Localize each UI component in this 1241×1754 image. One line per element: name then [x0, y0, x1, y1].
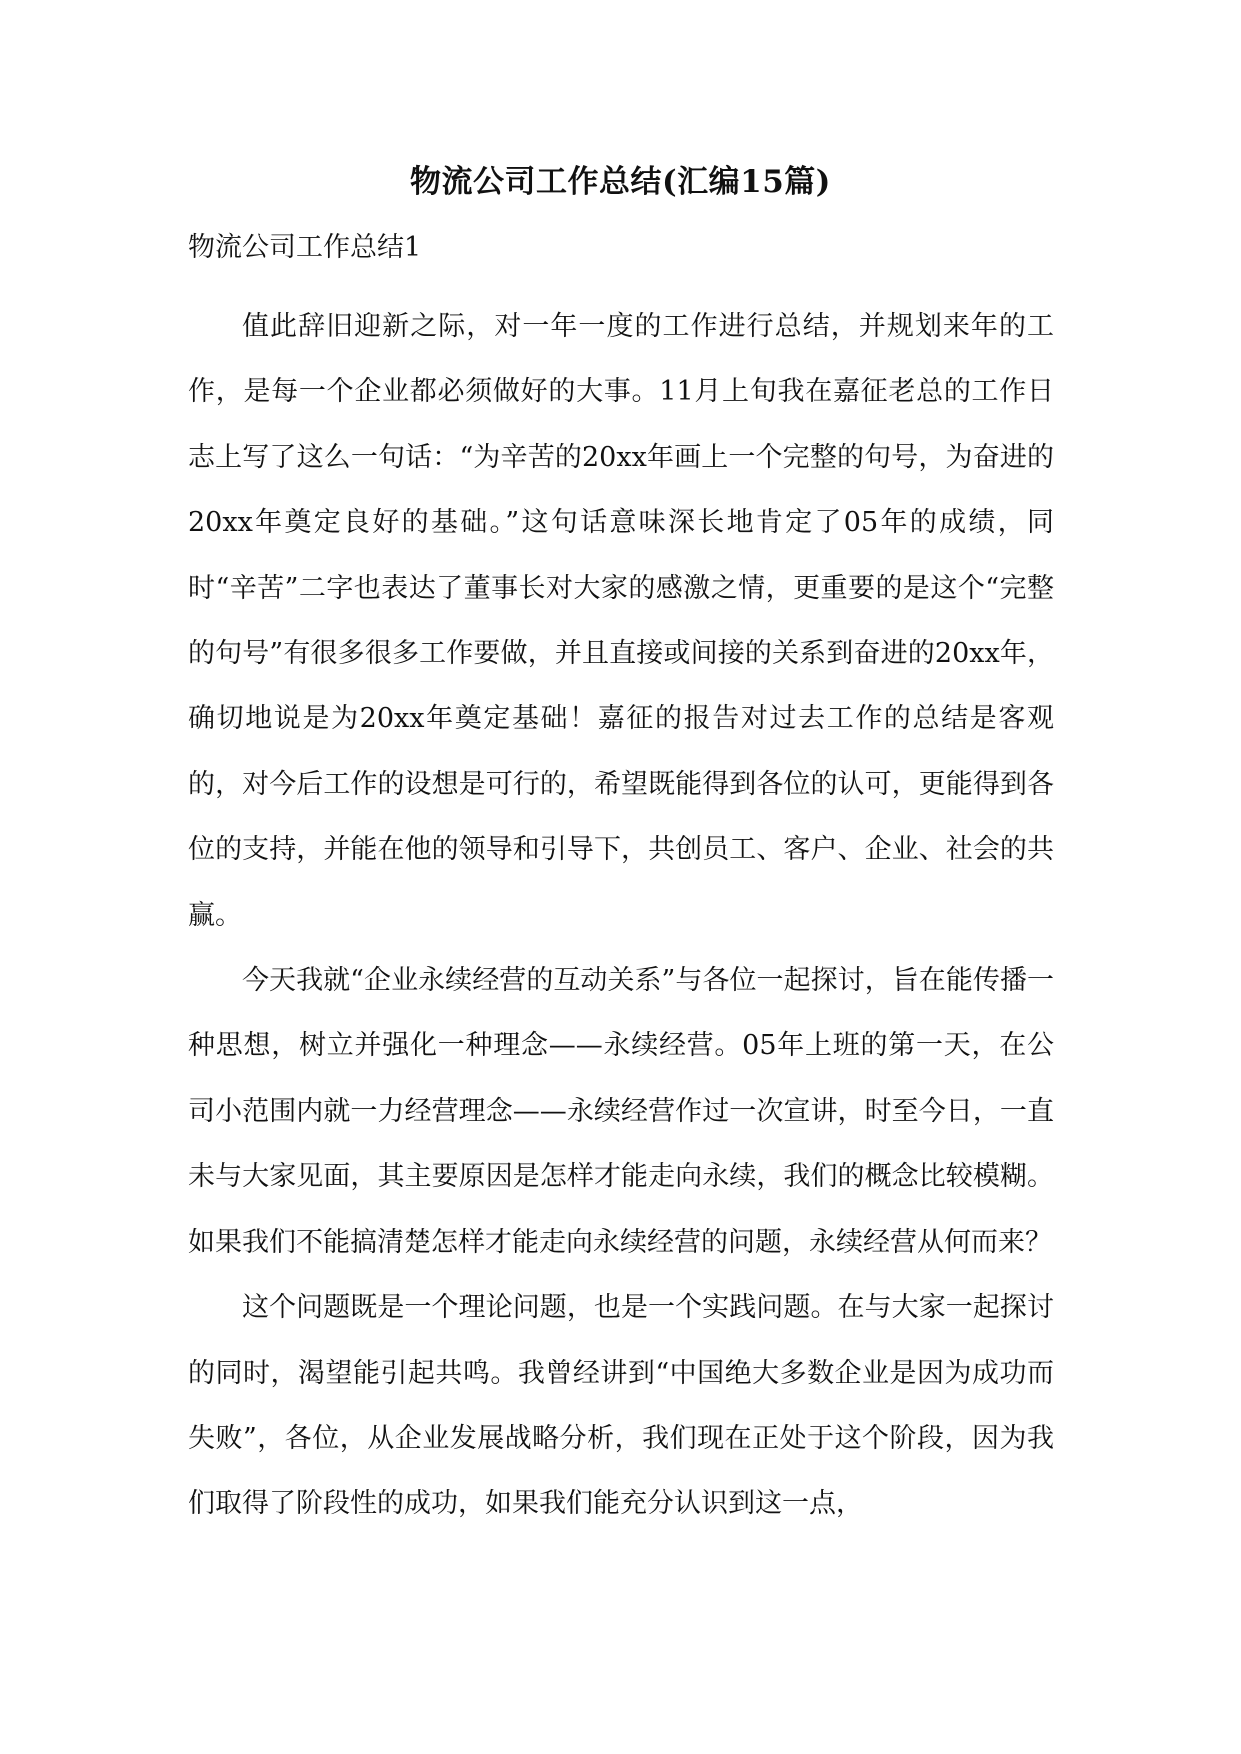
paragraph: 今天我就“企业永续经营的互动关系”与各位一起探讨，旨在能传播一种思想，树立并强化一种理念——永续经营。05年上班的第一天，在公司小范围内就一力经营理念——永续经营作过一次宣讲，时至今日，一直未与大家见面，其主要原因是怎样才能走向永续，我们的概念比较模糊。如果我们不能搞清楚怎样才能走向永续经营的问题，永续经营从何而来？ — [188, 965, 1054, 1258]
document-title: 物流公司工作总结(汇编15篇) — [410, 164, 831, 200]
paragraph: 这个问题既是一个理论问题，也是一个实践问题。在与大家一起探讨的同时，渴望能引起共鸣。我曾经讲到“中国绝大多数企业是因为成功而失败”，各位，从企业发展战略分析，我们现在正处于这个阶段，因为我们取得了阶段性的成功，如果我们能充分认识到这一点， — [188, 1292, 1054, 1520]
paragraph: 值此辞旧迎新之际，对一年一度的工作进行总结，并规划来年的工作，是每一个企业都必须做好的大事。11月上旬我在嘉征老总的工作日志上写了这么一句话：“为辛苦的20xx年画上一个完整的句号，为奋进的20xx年奠定良好的基础。”这句话意味深长地肯定了05年的成绩，同时“辛苦”二字也表达了董事长对大家的感激之情，更重要的是这个“完整的句号”有很多很多工作要做，并且直接或间接的关系到奋进的20xx年，确切地说是为20xx年奠定基础！嘉征的报告对过去工作的总结是客观的，对今后工作的设想是可行的，希望既能得到各位的认可，更能得到各位的支持，并能在他的领导和引导下，共创员工、客户、企业、社会的共赢。 — [188, 311, 1054, 931]
section-heading: 物流公司工作总结1 — [188, 232, 422, 263]
document-body — [188, 294, 1054, 1537]
